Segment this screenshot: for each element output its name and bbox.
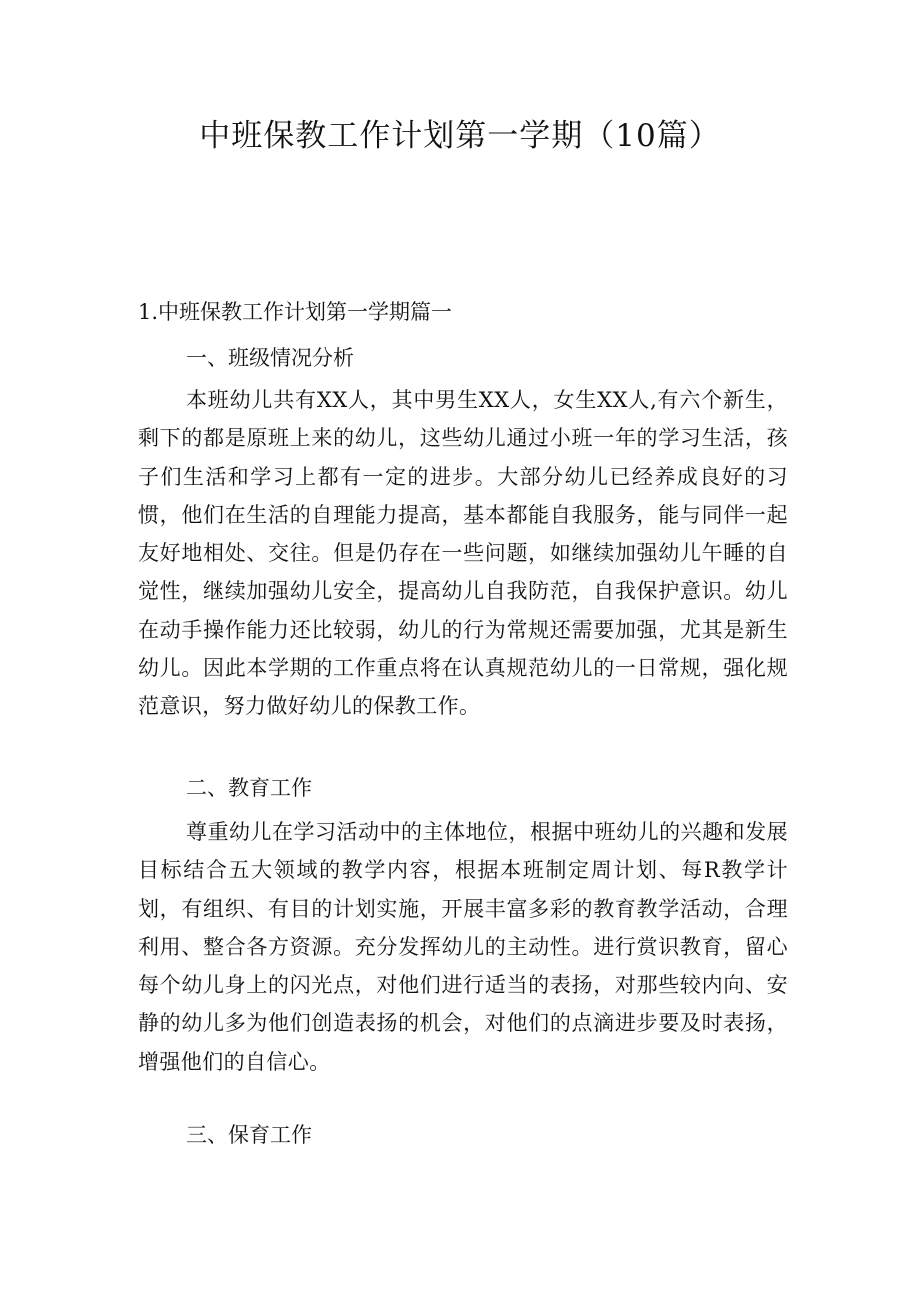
- heading-care-work: 三、保育工作: [186, 1123, 312, 1147]
- heading-education-work: 二、教育工作: [186, 776, 312, 800]
- paragraph-class-analysis: 本班幼儿共有XX人，其中男生XX人，女生XX人,有六个新生，剩下的都是原班上来的幼儿，这些幼儿通过小班一年的学习生活，孩子们生活和学习上都有一定的进步。大部分幼儿已经养成良好的习惯，他们在生活的自理能力提高，基本都能自我服务，能与同伴一起友好地相处、交往。但是仍存在一些问题，如继续加强幼儿午睡的自觉性，继续加强幼儿安全，提高幼儿自我防范，自我保护意识。幼儿在动手操作能力还比较弱，幼儿的行为常规还需要加强，尤其是新生幼儿。因此本学期的工作重点将在认真规范幼儿的一日常规，强化规范意识，努力做好幼儿的保教工作。: [138, 388, 788, 719]
- section-heading: 1.中班保教工作计划第一学期篇一: [138, 300, 453, 324]
- paragraph-education-work: 尊重幼儿在学习活动中的主体地位，根据中班幼儿的兴趣和发展目标结合五大领域的教学内容，根据本班制定周计划、每R教学计划，有组织、有目的计划实施，开展丰富多彩的教育教学活动，合理利用、整合各方资源。充分发挥幼儿的主动性。进行赏识教育，留心每个幼儿身上的闪光点，对他们进行适当的表扬，对那些较内向、安静的幼儿多为他们创造表扬的机会，对他们的点滴进步要及时表扬，增强他们的自信心。: [138, 820, 788, 1074]
- heading-class-analysis: 一、班级情况分析: [186, 346, 354, 370]
- document-title: 中班保教工作计划第一学期（10篇）: [199, 118, 721, 154]
